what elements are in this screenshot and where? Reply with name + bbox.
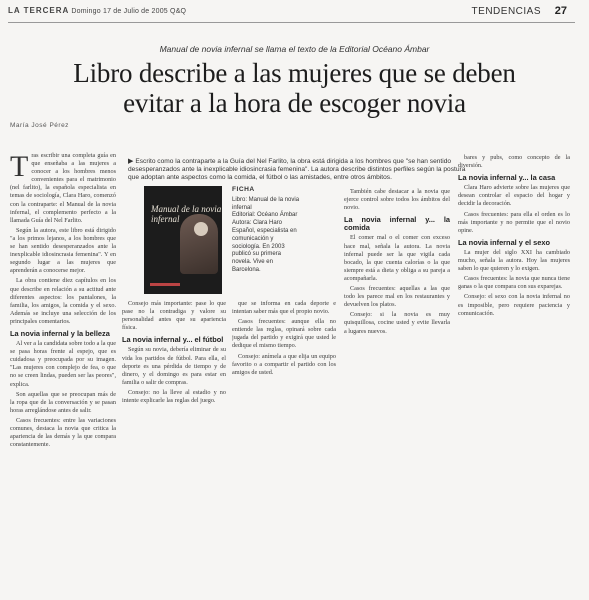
paragraph: Consejo: anímela a que elija un equipo favorito o a compartir el partido con los amigos de usted.	[232, 352, 336, 376]
subheading: La novia infernal y... el fútbol	[122, 335, 224, 345]
paragraph: Casos frecuentes: la novia que nunca tiene ganas o la que compara con sus exparejas.	[458, 275, 570, 291]
page-number: 27	[554, 5, 567, 17]
paragraph: Casos frecuentes: aquellas a las que todo les parece mal en los restaurantes y devuelven los platos.	[344, 285, 450, 309]
subheading: La novia infernal y el sexo	[458, 237, 551, 247]
summary: ▶ Escrito como la contraparte a la Guía del Nel Farlito, la obra está dirigida a los hombres que "se han sentido desesperanzados ante la inexplicable idiosincrasia femenina". La autora describe distintos perfiles según la postura que adoptan ante aspectos como la comida, el fútbol o las amistades, entre otros ámbitos.	[128, 158, 466, 182]
paragraph: La obra contiene diez capítulos en los que describe en relación a su actitud ante diferentes aspectos: los pantalones, la familia, los amigos, la comida y el sexo. Además se incluye una selección de los principales comentarios.	[10, 277, 116, 325]
masthead-date: Domingo 17 de Julio de 2005	[71, 8, 168, 15]
article-column-1	[10, 152, 116, 598]
paragraph: Casos frecuentes: entre las variaciones comunes, destaca la novia que critica la apariencia de las demás y la que compara constantemente.	[10, 416, 116, 449]
section-name: TENDENCIAS	[471, 6, 541, 17]
cover-figure-head	[194, 222, 208, 236]
ficha-line: Autora: Clara Haro	[232, 220, 283, 227]
paragraph: También cabe destacar a la novia que ejerce control sobre todos los ámbitos del novio.	[344, 188, 450, 212]
paragraph: Según la autora, este libro está dirigido "a los primos lejanos, a los hombres que se han sentido desesperanzados ante la inexplicable idiosincrasia femenina". Y en segundo lugar a las mujeres que aprenderán a conocerse mejor.	[10, 226, 116, 275]
paragraph: Consejo: no la lleve al estadio y no intente explicarle las reglas del juego.	[122, 388, 226, 405]
masthead-sup: Q&Q	[170, 8, 187, 15]
headline: Libro describe a las mujeres que se deben evitar a la hora de escoger novia	[73, 58, 516, 118]
paragraph: Consejo más importante: pase lo que pase no la contradiga y valore su personalidad antes que su apariencia física.	[122, 300, 226, 332]
paragraph: Consejo: si la novia es muy quisquillosa, cocine usted y evite llevarla a lugares nuevos.	[344, 311, 450, 335]
book-info-box	[232, 186, 300, 275]
book-cover-title: Manual de la novia infernal	[151, 204, 222, 224]
subheading: La novia infernal y la belleza	[10, 328, 110, 338]
top-rule	[8, 22, 575, 23]
ficha-heading: FICHA	[232, 186, 255, 193]
paragraph: ras escribir una completa guía en que enseñaba a las mujeres a conocer a los hombres menos convenientes para el matrimonio (nel farlito), la española especialista en temas de sociología, Clara Haro, comenzó con la contraparte: el Manual de la novia infernal, el complemento perfecto a la llamada Guía del Nel Farlito.	[10, 152, 116, 224]
paragraph: que se informa en cada deporte e intentan saber más que el propio novio.	[232, 300, 336, 316]
article-column-2	[122, 300, 226, 598]
paragraph: Casos frecuentes: para ella el orden es lo más importante y no permite que el novio opine.	[458, 210, 570, 234]
paragraph: bares y pubs, como concepto de la diversión.	[458, 154, 570, 170]
paragraph: Son aquellas que se preocupan más de la ropa que de la conversación y se pasan horas arreglándose antes de salir.	[10, 390, 116, 414]
kicker: Manual de novia infernal se llama el texto de la Editorial Océano Ámbar	[159, 44, 430, 54]
paragraph: Según su novia, debería eliminar de su vida los partidos de fútbol. Para ella, el deporte es una pérdida de tiempo y de dinero, y el domingo es para estar en familia o salir de compras.	[122, 346, 226, 386]
masthead	[8, 6, 186, 15]
ficha-line: Editorial: Océano Ámbar	[232, 212, 298, 219]
article-column-5	[458, 154, 570, 598]
paragraph: Clara Haro advierte sobre las mujeres que desean controlar el espacio del hogar y decidir la decoración.	[458, 184, 570, 208]
article-column-3	[232, 300, 336, 598]
dropcap: T	[10, 152, 29, 183]
cover-strip	[150, 283, 180, 286]
masthead-paper: LA TERCERA	[8, 6, 70, 15]
subheading: La novia infernal y... la comida	[344, 215, 450, 233]
summary-text: Escrito como la contraparte a la Guía del Nel Farlito, la obra está dirigida a los hombres que "se han sentido desesperanzados ante la inexplicable idiosincrasia femenina". La autora describe distintos perfiles según la postura que adoptan ante aspectos como la comida, el fútbol o las amistades, entre otros ámbitos.	[128, 158, 466, 182]
paragraph: Casos frecuentes: aunque ella no entiende las reglas, opinará sobre cada jugada del partido y exigirá que usted le dedique el mismo tiempo.	[232, 318, 336, 350]
article-column-4	[344, 188, 450, 598]
byline: María José Pérez	[10, 122, 69, 129]
paragraph: Al ver a la candidata sobre todo a la que se pasa horas frente al espejo, que es cuidadosa y preocupada por su imagen. "Las mujeres con complejo de fea, o que no se creen lindas, pueden ser las peores", explica.	[10, 340, 116, 388]
paragraph: Consejo: el sexo con la novia infernal no es imposible, pero requiere paciencia y comunicación.	[458, 293, 570, 317]
book-cover-image	[144, 186, 222, 294]
paragraph: El comer mal o el comer con exceso hace mal, señala la autora. La novia infernal puede ser la que vigila cada bocado, la que cuenta calorías o la que siempre está a dieta y obliga a su pareja a acompañarla.	[344, 234, 450, 282]
ficha-line: Libro: Manual de la novia infernal	[232, 196, 300, 211]
paragraph: La mujer del siglo XXI ha cambiado mucho, señala la autora. Hoy las mujeres saben lo que quieren y lo exigen.	[458, 248, 570, 273]
ficha-line: Español, especialista en comunicación y sociología. En 2003 publicó su primera novela. Vive en Barcelona.	[232, 227, 297, 273]
subheading: La novia infernal y... la casa	[458, 173, 556, 183]
